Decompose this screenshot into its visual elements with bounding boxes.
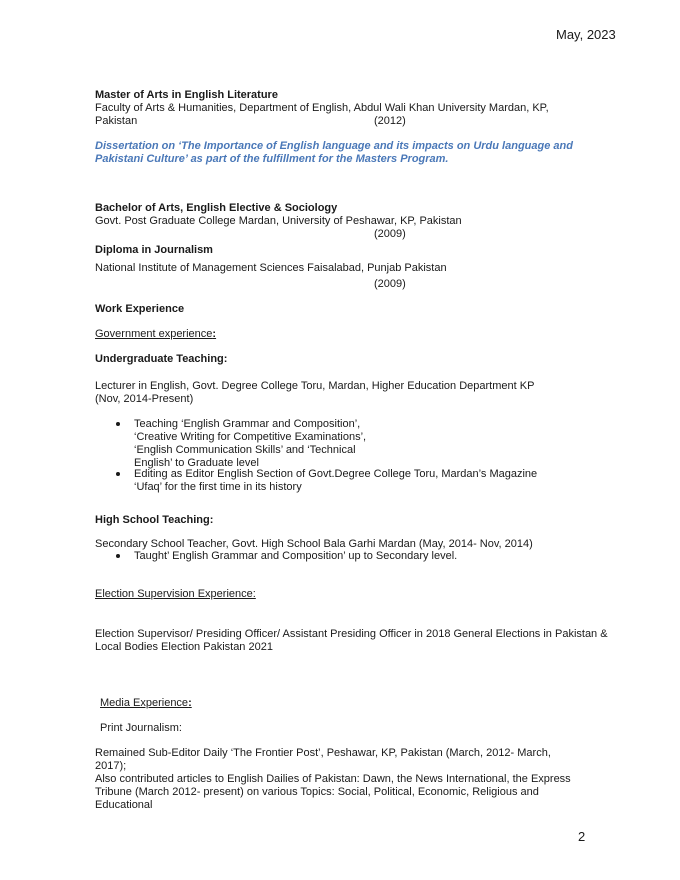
media-line4: Tribune (March 2012- present) on various Topics: Social, Political, Economic, Religious and bbox=[95, 786, 539, 798]
bullet1-line4: English’ to Graduate level bbox=[134, 457, 259, 469]
bullet1-line1: Teaching ‘English Grammar and Composition’, bbox=[134, 418, 361, 430]
bullet-marker bbox=[116, 422, 120, 426]
dissertation-line1: Dissertation on ‘The Importance of English language and its impacts on Urdu language and bbox=[95, 140, 573, 152]
document-date: May, 2023 bbox=[556, 27, 616, 42]
election-line1: Election Supervisor/ Presiding Officer/ Assistant Presiding Officer in 2018 General Elections in Pakistan & bbox=[95, 628, 608, 640]
ma-title: Master of Arts in English Literature bbox=[95, 89, 278, 101]
bullet2-line1: Editing as Editor English Section of Govt.Degree College Toru, Mardan’s Magazine bbox=[134, 468, 538, 480]
ma-institution-line1: Faculty of Arts & Humanities, Department of English, Abdul Wali Khan University Mardan, KP, bbox=[95, 102, 549, 114]
ma-institution-line2: Pakistan bbox=[95, 115, 138, 127]
lecturer-line2: (Nov, 2014-Present) bbox=[95, 393, 194, 405]
bullet2-line2: ‘Ufaq’ for the first time in its history bbox=[134, 481, 302, 493]
work-experience-heading: Work Experience bbox=[95, 303, 185, 315]
bullet1-line2: ‘Creative Writing for Competitive Examinations’, bbox=[134, 431, 367, 443]
ba-title: Bachelor of Arts, English Elective & Sociology bbox=[95, 202, 338, 214]
bullet-marker bbox=[116, 472, 120, 476]
print-journalism-label: Print Journalism: bbox=[100, 722, 182, 734]
government-experience-colon: : bbox=[212, 328, 217, 340]
election-line2: Local Bodies Election Pakistan 2021 bbox=[95, 641, 273, 653]
undergraduate-teaching-heading: Undergraduate Teaching: bbox=[95, 353, 228, 365]
media-line3: Also contributed articles to English Dailies of Pakistan: Dawn, the News International, the Express bbox=[95, 773, 571, 785]
media-experience-label: Media Experience bbox=[100, 697, 189, 709]
diploma-institution: National Institute of Management Sciences Faisalabad, Punjab Pakistan bbox=[95, 262, 447, 274]
bullet-marker bbox=[116, 554, 120, 558]
bullet1-line3: ‘English Communication Skills’ and ‘Technical bbox=[134, 444, 356, 456]
media-line5: Educational bbox=[95, 799, 153, 811]
election-heading: Election Supervision Experience: bbox=[95, 588, 256, 600]
ba-institution: Govt. Post Graduate College Mardan, University of Peshawar, KP, Pakistan bbox=[95, 215, 462, 227]
page-number: 2 bbox=[578, 829, 586, 844]
media-experience-colon: : bbox=[188, 697, 192, 709]
lecturer-line1: Lecturer in English, Govt. Degree College Toru, Mardan, Higher Education Department KP bbox=[95, 380, 535, 392]
high-school-line: Secondary School Teacher, Govt. High School Bala Garhi Mardan (May, 2014- Nov, 2014) bbox=[95, 538, 533, 550]
government-experience-label: Government experience bbox=[95, 328, 213, 340]
government-experience-heading bbox=[95, 328, 216, 341]
media-line2: 2017); bbox=[95, 760, 127, 772]
diploma-title: Diploma in Journalism bbox=[95, 244, 213, 256]
media-line1: Remained Sub-Editor Daily ‘The Frontier Post’, Peshawar, KP, Pakistan (March, 2012- March, bbox=[95, 747, 551, 759]
ba-year: (2009) bbox=[374, 228, 406, 240]
diploma-year: (2009) bbox=[374, 278, 406, 290]
high-school-bullet: Taught’ English Grammar and Composition’ up to Secondary level. bbox=[134, 550, 458, 562]
ma-year: (2012) bbox=[374, 115, 406, 127]
dissertation-line2: Pakistani Culture’ as part of the fulfillment for the Masters Program. bbox=[95, 153, 449, 165]
media-experience-heading bbox=[100, 697, 192, 710]
high-school-teaching-heading: High School Teaching: bbox=[95, 514, 214, 526]
